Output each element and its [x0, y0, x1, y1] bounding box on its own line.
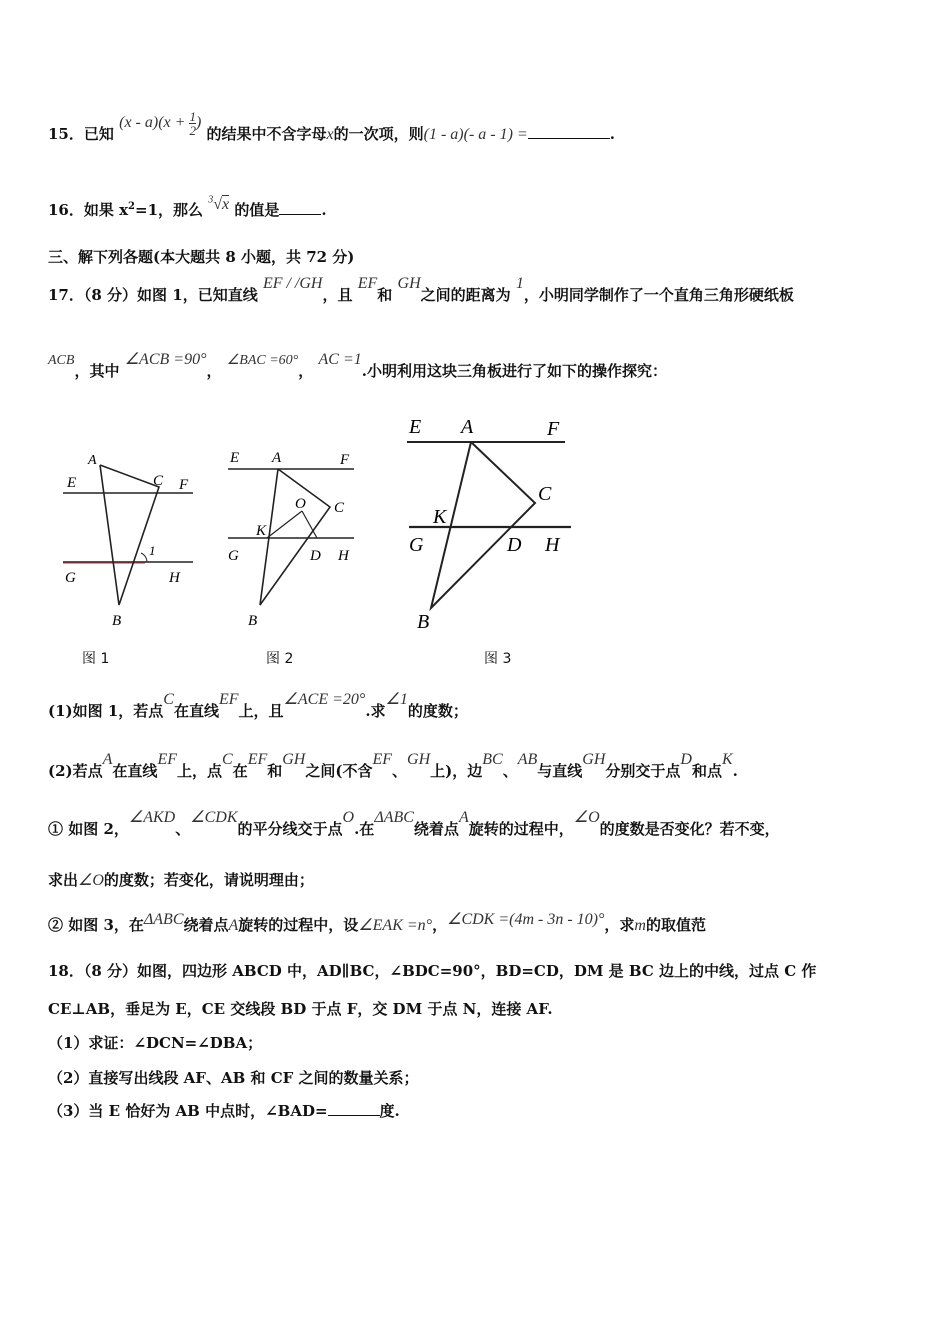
q17-p22-math-eak: ∠EAK =n° — [358, 917, 433, 934]
q17-text-qie: ，且 — [322, 286, 353, 304]
q15-text: 已知 — [83, 125, 114, 144]
q17-number: 17．（8 分）如图 1，已知直线 — [48, 286, 258, 304]
figure-2 — [222, 445, 372, 635]
q17-p2-math-ef3: EF — [372, 751, 393, 768]
q17-text-qizhong: ，其中 — [74, 362, 120, 380]
q17-p21b-text1: 求出 — [48, 871, 79, 889]
q17-p21-text1: ① 如图 2， — [48, 820, 129, 838]
section-title — [48, 246, 354, 267]
q17-math-ef: EF — [357, 275, 378, 292]
fig3-label-f: F — [547, 418, 560, 440]
q17-p2-math-gh3: GH — [582, 751, 606, 768]
q17-line1 — [48, 275, 794, 305]
fig1-label-1: 1 — [149, 543, 156, 558]
q17-part2 — [48, 751, 738, 781]
q15-text3: 的一次项，则 — [333, 125, 424, 144]
q17-p21-math-triangle: ΔABC — [374, 809, 414, 826]
q18-sub3 — [48, 1100, 400, 1121]
q17-p21-text7: 的度数是否变化？若不变， — [599, 820, 780, 838]
fig2-label-b: B — [248, 613, 258, 629]
q17-math-efgh: EF / /GH — [262, 275, 323, 292]
q17-p2-text12: 和点 — [691, 762, 722, 780]
q17-p2-text3: 上，点 — [176, 762, 222, 780]
fig2-label-f: F — [340, 452, 350, 468]
q15-expr-end: ) — [195, 114, 202, 132]
q17-p22-text5: ，求 — [604, 916, 635, 934]
q17-p2-math-gh2: GH — [407, 751, 431, 768]
figure-3 — [403, 408, 578, 638]
q17-p2-text7: 、 — [392, 762, 408, 780]
fig3-label-b: B — [417, 611, 430, 633]
fig2-label-a: A — [272, 450, 282, 466]
figure-3-caption: 图 3 — [484, 651, 512, 667]
q17-text-dist: 之间的距离为 — [420, 286, 511, 304]
q18-line2 — [48, 998, 553, 1019]
q17-p1-math-ace: ∠ACE =20° — [283, 691, 366, 708]
q17-p2-math-ab: AB — [517, 751, 538, 768]
fig2-label-d: D — [310, 548, 321, 564]
figure-2-caption: 图 2 — [266, 651, 294, 667]
q15-expr-part: (x - a)(x + — [119, 114, 190, 132]
q16-answer-blank[interactable] — [279, 214, 321, 215]
fig1-triangle — [100, 465, 159, 605]
q17-p21-text5: 绕着点 — [413, 820, 459, 838]
q17-p2-text10: 与直线 — [537, 762, 583, 780]
fig3-label-h: H — [545, 534, 560, 556]
q17-p22-math-a: A — [228, 917, 239, 934]
q17-p21-math-akd: ∠AKD — [128, 809, 176, 826]
q17-p21-math-o: O — [342, 809, 355, 826]
fig1-label-b: B — [112, 613, 122, 629]
figure-1-svg — [55, 445, 205, 635]
q18-text1: 18．（8 分）如图，四边形 ABCD 中，AD∥BC，∠BDC=90°，BD=CD，DM 是 BC 边上的中线，过点 C 作 — [48, 962, 817, 980]
q17-math-ac: AC =1 — [318, 351, 362, 368]
q16-number: 16． — [48, 201, 84, 219]
q17-line2 — [48, 351, 667, 381]
fig3-label-a: A — [461, 416, 474, 438]
q17-part2-2 — [48, 911, 706, 935]
fig2-label-e: E — [230, 450, 240, 466]
fig1-label-a: A — [88, 453, 97, 468]
fig3-label-c: C — [538, 483, 552, 505]
q16-root-index: 3 — [208, 194, 214, 206]
fig2-label-h: H — [338, 548, 349, 564]
fig2-label-c: C — [334, 500, 345, 516]
q17-p2-text4: 在 — [232, 762, 248, 780]
section-title-text: 三、解下列各题(本大题共 8 小题，共 72 分) — [48, 248, 355, 266]
q17-p2-math-ef: EF — [157, 751, 177, 768]
figure-3-svg — [403, 408, 578, 638]
q17-part2-1b — [48, 869, 314, 890]
q17-math-angle-acb: ∠ACB =90° — [124, 351, 207, 368]
q17-p2-text11: 分别交于点 — [605, 762, 681, 780]
fig1-label-g: G — [65, 570, 76, 586]
q17-p1-text3: 上，且 — [238, 702, 284, 720]
q17-p2-text5: 和 — [267, 762, 283, 780]
fig1-label-f: F — [179, 477, 189, 493]
q17-math-angle-bac: ∠BAC =60° — [226, 353, 299, 368]
q17-p2-math-k: K — [721, 751, 733, 768]
q18-text2: CE⊥AB，垂足为 E，CE 交线段 BD 于点 F，交 DM 于点 N，连接 AF. — [48, 1000, 553, 1018]
q17-p2-text1: (2)若点 — [48, 762, 103, 780]
q17-p2-end: . — [732, 762, 738, 780]
q17-p21b-text2: 的度数；若变化，请说明理由； — [103, 871, 314, 889]
fig2-label-k: K — [256, 523, 267, 539]
q17-p2-math-ef2: EF — [247, 751, 268, 768]
fig3-label-g: G — [409, 534, 424, 556]
q18-answer-blank[interactable] — [328, 1115, 380, 1116]
q17-p21-text2: 、 — [175, 820, 191, 838]
q17-text-explore: .小明利用这块三角板进行了如下的操作探究： — [361, 362, 667, 380]
q17-p1-text1: (1)如图 1，若点 — [48, 702, 164, 720]
figure-1 — [55, 445, 205, 635]
q17-p2-math-c: C — [222, 751, 233, 768]
q17-comma2: ， — [298, 362, 314, 380]
fig2-label-o: O — [295, 496, 306, 512]
q18-sub1 — [48, 1032, 262, 1053]
q17-p2-text9: 、 — [502, 762, 518, 780]
q17-math-one: 1 — [515, 275, 524, 292]
q17-p21-text4: .在 — [354, 820, 375, 838]
fig1-label-c: C — [153, 473, 164, 489]
q17-p22-text2: 绕着点 — [183, 916, 229, 934]
q17-comma1: ， — [206, 362, 222, 380]
q17-p2-math-a: A — [102, 751, 113, 768]
figure-2-svg — [222, 445, 372, 635]
q18-sub1-text: （1）求证：∠DCN=∠DBA； — [48, 1034, 263, 1052]
q17-p22-math-m: m — [634, 917, 646, 934]
q17-p21-math-angle-o: ∠O — [573, 809, 600, 826]
q17-p2-text6: 之间(不含 — [305, 762, 373, 780]
q17-p1-math-c: C — [163, 691, 174, 708]
fig3-label-e: E — [409, 416, 422, 438]
q17-p2-text8: 上)，边 — [430, 762, 483, 780]
q15-var: x — [326, 126, 334, 144]
q15-expression — [119, 109, 202, 138]
q17-p2-math-d: D — [680, 751, 692, 768]
q17-math-gh: GH — [397, 275, 421, 292]
fig1-label-e: E — [67, 475, 77, 491]
q18-sub2-text: （2）直接写出线段 AF、AB 和 CF 之间的数量关系； — [48, 1069, 419, 1087]
q18-sub2 — [48, 1067, 419, 1088]
q15-end: . — [609, 125, 615, 144]
fig2-label-g: G — [228, 548, 239, 564]
q17-p21-math-a: A — [458, 809, 469, 826]
fig3-label-k: K — [433, 506, 447, 528]
q15-number: 15． — [48, 125, 84, 144]
q17-p22-text1: ② 如图 3，在 — [48, 916, 144, 934]
q17-p2-math-bc: BC — [482, 751, 503, 768]
figure-1-caption: 图 1 — [82, 651, 110, 667]
q17-p2-math-gh: GH — [282, 751, 306, 768]
q17-p1-text2: 在直线 — [173, 702, 219, 720]
q16-line — [48, 194, 327, 220]
q17-p1-text4: .求 — [365, 702, 386, 720]
q17-p21-text6: 旋转的过程中， — [468, 820, 574, 838]
q17-p1-text5: 的度数； — [407, 702, 468, 720]
q15-answer-blank[interactable] — [528, 138, 610, 139]
q17-p1-math-ef: EF — [218, 691, 239, 708]
q16-text: 如果 x — [83, 201, 129, 219]
fig2-triangle — [260, 469, 330, 605]
q18-sub3-text: （3）当 E 恰好为 AB 中点时，∠BAD= — [48, 1102, 328, 1120]
fig2-bisector-d — [302, 511, 317, 538]
q17-text-make: ，小明同学制作了一个直角三角形硬纸板 — [523, 286, 794, 304]
q16-superscript: 2 — [128, 201, 136, 212]
q15-text2: 的结果中不含字母 — [206, 125, 327, 144]
q16-end: . — [321, 201, 327, 219]
q17-p1-math-angle1: ∠1 — [385, 691, 408, 708]
q16-text3: 的值是 — [234, 201, 280, 219]
q17-p22-text4: ， — [432, 916, 448, 934]
q18-sub3-end: 度. — [379, 1102, 400, 1120]
q17-p22-math-cdk: ∠CDK =(4m - 3n - 10)° — [447, 911, 605, 928]
q17-p22-text6: 的取值范 — [645, 916, 706, 934]
fig1-label-h: H — [169, 570, 180, 586]
q17-p21-text3: 的平分线交于点 — [237, 820, 343, 838]
q17-p21-math-cdk: ∠CDK — [190, 809, 238, 826]
q16-root-var: x — [222, 196, 230, 213]
q17-part1 — [48, 691, 468, 721]
fig3-triangle — [431, 442, 535, 608]
q17-p2-text2: 在直线 — [112, 762, 158, 780]
q15-frac-num: 1 — [189, 109, 196, 124]
q15-frac-den: 2 — [189, 123, 196, 138]
fig3-label-d: D — [507, 534, 522, 556]
q16-cube-root: $^3$√x — [208, 194, 230, 213]
q17-part2-1 — [48, 809, 780, 839]
q17-p22-math-triangle: ΔABC — [143, 911, 184, 928]
q17-math-acb: ACB — [48, 353, 75, 368]
q17-text-he: 和 — [377, 286, 393, 304]
q16-text2: =1，那么 — [135, 201, 204, 219]
q15-expr2: (1 - a)(- a - 1) = — [423, 126, 528, 144]
fig1-angle-arc — [141, 553, 147, 562]
q15-line — [48, 109, 615, 149]
q17-p21b-math-angle-o: ∠O — [78, 872, 104, 889]
q17-p22-text3: 旋转的过程中，设 — [238, 916, 359, 934]
q18-line1 — [48, 960, 816, 981]
